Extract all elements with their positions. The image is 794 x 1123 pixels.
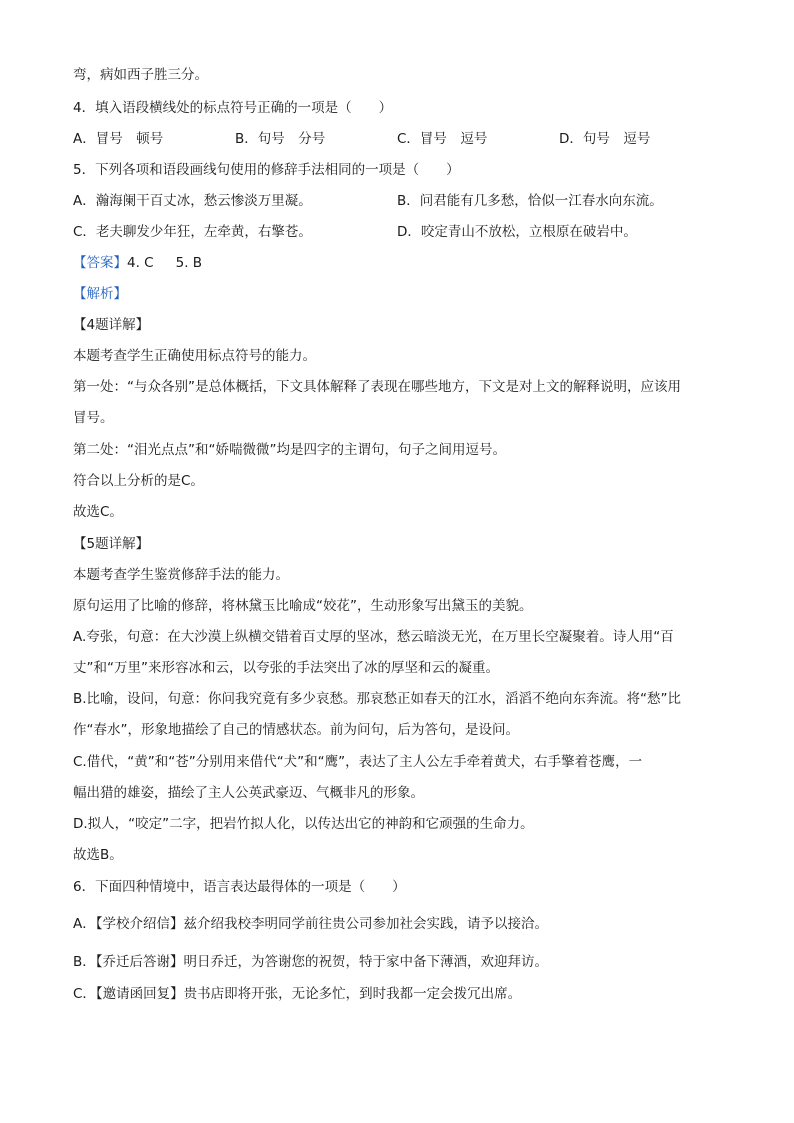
q5-option-a: A．瀚海阑干百丈冰，愁云惨淡万里凝。 <box>73 193 312 209</box>
analysis-tag: 【解析】 <box>73 286 127 302</box>
detail5-line: 丈”和“万里”来形容冰和云，以夸张的手法突出了冰的厚坚和云的凝重。 <box>73 660 499 676</box>
detail4-line: 故选C。 <box>73 504 123 520</box>
answer-q4: 4. C <box>127 255 154 271</box>
detail5-line: D.拟人，“咬定”二字，把岩竹拟人化，以传达出它的神韵和它顽强的生命力。 <box>73 816 534 832</box>
detail5-line: 作“春水”，形象地描绘了自己的情感状态。前为问句，后为答句，是设问。 <box>73 722 519 738</box>
answer-tag: 【答案】 <box>73 255 127 271</box>
detail5-line: A.夸张，句意：在大沙漠上纵横交错着百丈厚的坚冰，愁云暗淡无光，在万里长空凝聚着。诗人用“百 <box>73 629 674 645</box>
detail4-line: 第二处：“泪光点点”和“娇喘微微”均是四字的主谓句，句子之间用逗号。 <box>73 442 506 458</box>
q6-option-c: C．【邀请函回复】贵书店即将开张，无论多忙，到时我都一定会拨冗出席。 <box>73 986 522 1002</box>
detail5-line: C.借代，“黄”和“苍”分别用来借代“犬”和“鹰”，表达了主人公左手牵着黄犬，右手擎着苍鹰，一 <box>73 754 643 770</box>
detail4-line: 第一处：“与众各别”是总体概括，下文具体解释了表现在哪些地方，下文是对上文的解释说明，应该用 <box>73 379 681 395</box>
q6-stem: 6．下面四种情境中，语言表达最得体的一项是（ ） <box>73 879 406 895</box>
detail5-line: 本题考查学生鉴赏修辞手法的能力。 <box>73 567 289 583</box>
q4-option-c: C．冒号 逗号 <box>397 131 488 147</box>
q6-option-b: B．【乔迁后答谢】明日乔迁，为答谢您的祝贺，特于家中备下薄酒，欢迎拜访。 <box>73 954 549 970</box>
top-fragment: 弯，病如西子胜三分。 <box>73 67 208 83</box>
detail4-line: 本题考查学生正确使用标点符号的能力。 <box>73 348 316 364</box>
answer-line <box>73 254 202 272</box>
detail5-line: 原句运用了比喻的修辞，将林黛玉比喻成“姣花”，生动形象写出黛玉的美貌。 <box>73 598 533 614</box>
detail5-line: 故选B。 <box>73 847 123 863</box>
q6-option-a: A．【学校介绍信】兹介绍我校李明同学前往贵公司参加社会实践，请予以接洽。 <box>73 916 548 932</box>
detail5-tag: 【5题详解】 <box>73 536 150 552</box>
q4-stem: 4．填入语段横线处的标点符号正确的一项是（ ） <box>73 100 393 116</box>
q5-option-b: B．问君能有几多愁，恰似一江春水向东流。 <box>397 193 663 209</box>
q5-option-c: C．老夫聊发少年狂，左牵黄，右擎苍。 <box>73 224 312 240</box>
q4-option-a: A．冒号 顿号 <box>73 131 164 147</box>
answer-q5: 5. B <box>175 255 203 271</box>
detail4-tag: 【4题详解】 <box>73 317 150 333</box>
q4-option-d: D．句号 逗号 <box>559 131 651 147</box>
q4-option-b: B．句号 分号 <box>235 131 326 147</box>
detail4-line: 符合以上分析的是C。 <box>73 473 204 489</box>
detail4-line: 冒号。 <box>73 410 114 426</box>
q5-stem: 5．下列各项和语段画线句使用的修辞手法相同的一项是（ ） <box>73 162 460 178</box>
detail5-line: 幅出猎的雄姿，描绘了主人公英武豪迈、气概非凡的形象。 <box>73 785 424 801</box>
detail5-line: B.比喻，设问，句意：你问我究竟有多少哀愁。那哀愁正如春天的江水，滔滔不绝向东奔流。将“愁”比 <box>73 691 682 707</box>
q5-option-d: D．咬定青山不放松，立根原在破岩中。 <box>397 224 637 240</box>
